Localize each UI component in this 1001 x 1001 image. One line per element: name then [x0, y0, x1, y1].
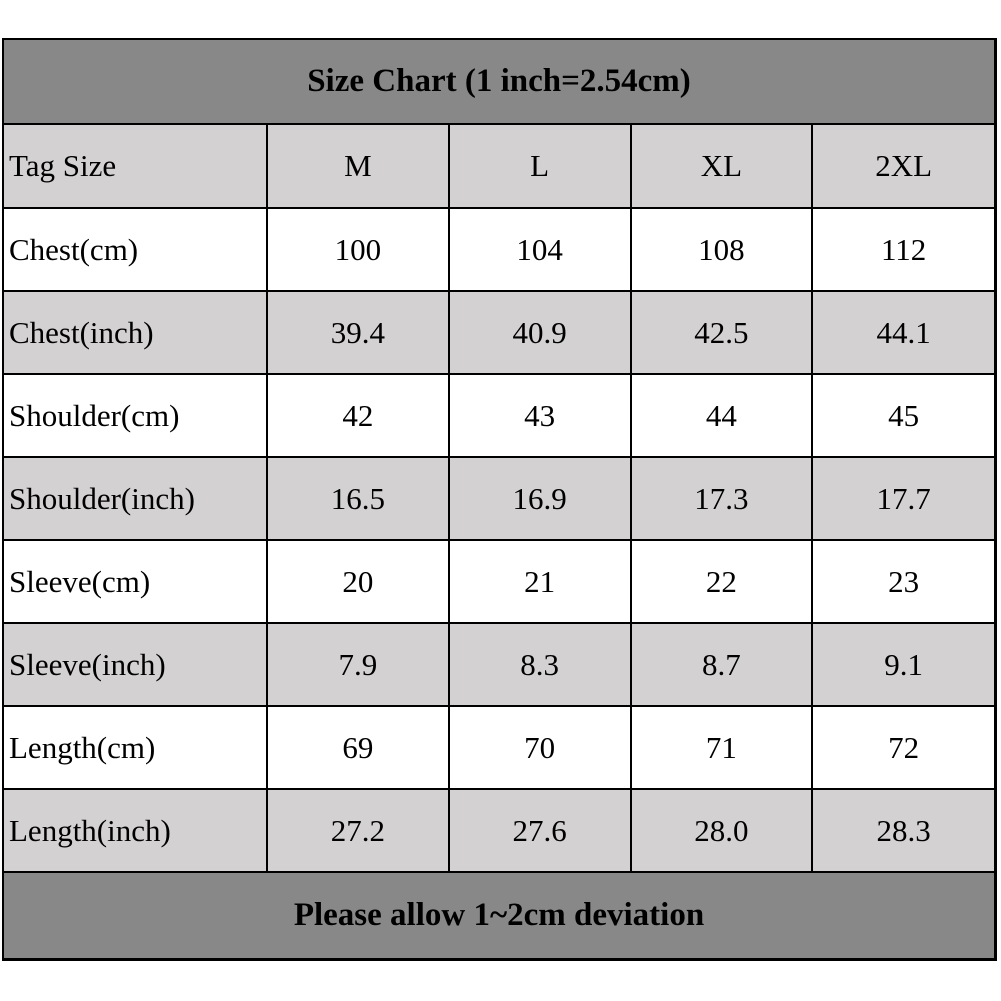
table-cell: 44 [631, 374, 813, 457]
table-cell: 8.3 [449, 623, 631, 706]
table-cell: 69 [267, 706, 449, 789]
table-cell: 20 [267, 540, 449, 623]
table-cell: 108 [631, 208, 813, 291]
row-label: Sleeve(inch) [4, 623, 267, 706]
table-cell: 40.9 [449, 291, 631, 374]
table-cell: 104 [449, 208, 631, 291]
row-label: Shoulder(cm) [4, 374, 267, 457]
table-row [4, 208, 994, 291]
deviation-note: Please allow 1~2cm deviation [4, 873, 994, 958]
size-header-xl: XL [631, 125, 813, 208]
table-row [4, 706, 994, 789]
table-cell: 43 [449, 374, 631, 457]
table-cell: 9.1 [812, 623, 994, 706]
row-label: Length(cm) [4, 706, 267, 789]
table-row [4, 291, 994, 374]
table-cell: 70 [449, 706, 631, 789]
table-row [4, 540, 994, 623]
table-cell: 42.5 [631, 291, 813, 374]
table-row [4, 623, 994, 706]
table-cell: 17.3 [631, 457, 813, 540]
row-label: Chest(inch) [4, 291, 267, 374]
table-cell: 16.9 [449, 457, 631, 540]
table-cell: 39.4 [267, 291, 449, 374]
table-cell: 23 [812, 540, 994, 623]
table-cell: 72 [812, 706, 994, 789]
table-cell: 45 [812, 374, 994, 457]
header-label: Tag Size [4, 125, 267, 208]
table-cell: 8.7 [631, 623, 813, 706]
table-cell: 71 [631, 706, 813, 789]
table-row [4, 789, 994, 872]
table-cell: 28.0 [631, 789, 813, 872]
table-cell: 7.9 [267, 623, 449, 706]
table-cell: 21 [449, 540, 631, 623]
chart-title: Size Chart (1 inch=2.54cm) [4, 40, 994, 125]
table-cell: 16.5 [267, 457, 449, 540]
row-label: Shoulder(inch) [4, 457, 267, 540]
table-cell: 22 [631, 540, 813, 623]
size-table [4, 125, 994, 873]
table-cell: 27.6 [449, 789, 631, 872]
size-header-2xl: 2XL [812, 125, 994, 208]
table-row [4, 374, 994, 457]
row-label: Chest(cm) [4, 208, 267, 291]
table-cell: 28.3 [812, 789, 994, 872]
table-cell: 100 [267, 208, 449, 291]
size-header-m: M [267, 125, 449, 208]
table-cell: 27.2 [267, 789, 449, 872]
table-row [4, 457, 994, 540]
table-cell: 44.1 [812, 291, 994, 374]
row-label: Length(inch) [4, 789, 267, 872]
table-cell: 42 [267, 374, 449, 457]
row-label: Sleeve(cm) [4, 540, 267, 623]
table-cell: 17.7 [812, 457, 994, 540]
size-header-l: L [449, 125, 631, 208]
header-row [4, 125, 994, 208]
size-chart [2, 38, 997, 961]
table-cell: 112 [812, 208, 994, 291]
